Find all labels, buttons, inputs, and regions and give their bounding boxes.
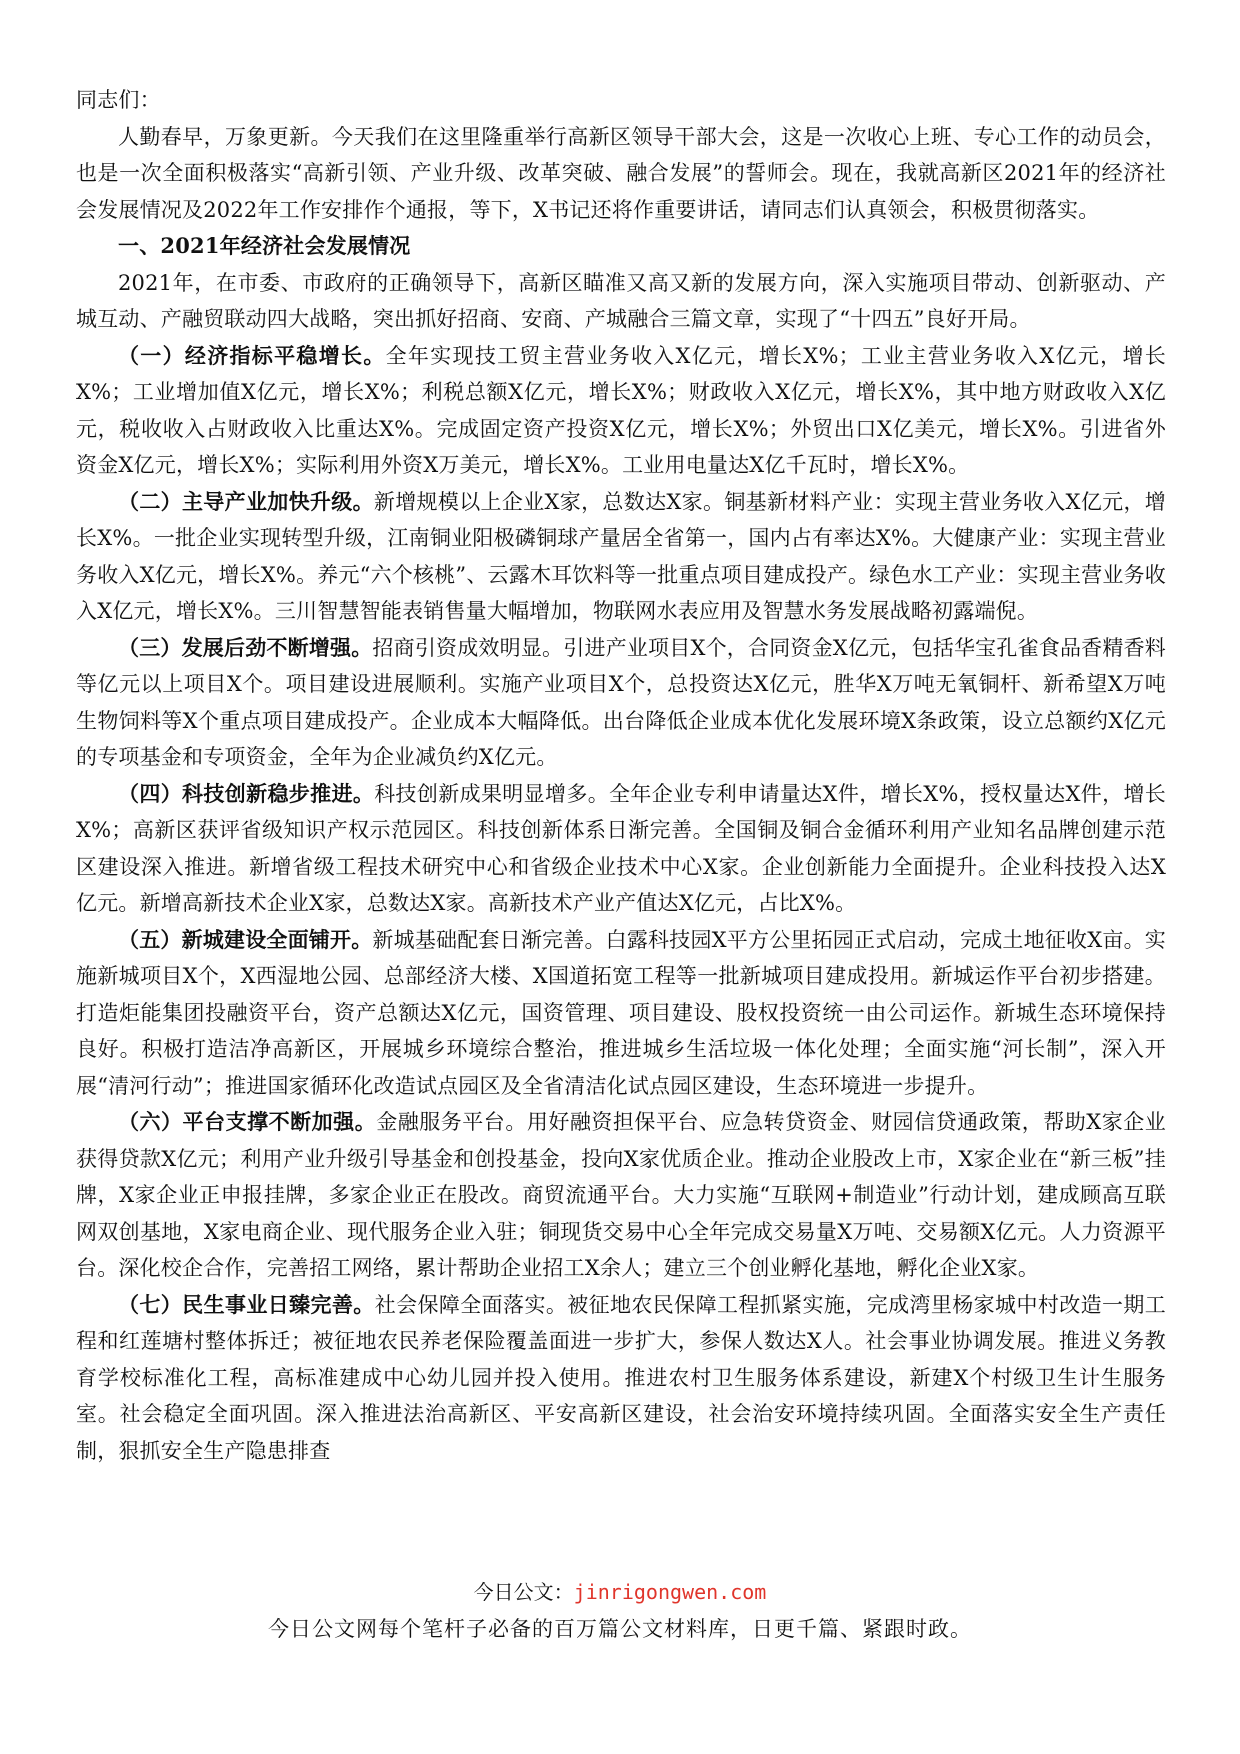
item-text: 金融服务平台。用好融资担保平台、应急转贷资金、财园信贷通政策，帮助X家企业获得贷款X亿元；利用产业升级引导基金和创投基金，投向X家优质企业。推动企业股改上市，X家企业在“新三板”挂牌，X家企业正申报挂牌，多家企业正在股改。商贸流通平台。大力实施“互联网+制造业”行动计划，建成顾高互联网双创基地，X家电商企业、现代服务企业入驻；铜现货交易中心全年完成交易量X万吨、交易额X亿元。人力资源平台。深化校企合作，完善招工网络，累计帮助企业招工X余人；建立三个创业孵化基地，孵化企业X家。 [76,1110,1166,1280]
item-text: 全年实现技工贸主营业务收入X亿元，增长X%；工业主营业务收入X亿元，增长X%；工业增加值X亿元，增长X%；利税总额X亿元，增长X%；财政收入X亿元，增长X%，其中地方财政收入X亿元，税收收入占财政收入比重达X%。完成固定资产投资X亿元，增长X%；外贸出口X亿美元，增长X%。引进省外资金X亿元，增长X%；实际利用外资X万美元，增长X%。工业用电量达X亿千瓦时，增长X%。 [76,343,1166,477]
footer-brand-label: 今日公文： [473,1580,574,1604]
salutation: 同志们： [76,88,161,112]
item-text: 招商引资成效明显。引进产业项目X个，合同资金X亿元，包括华宝孔雀食品香精香料等亿元以上项目X个。项目建设进展顺利。实施产业项目X个，总投资达X亿元，胜华X万吨无氧铜杆、新希望X万吨生物饲料等X个重点项目建成投产。企业成本大幅降低。出台降低企业成本优化发展环境X条政策，设立总额约X亿元的专项基金和专项资金，全年为企业减负约X亿元。 [76,635,1166,769]
item-lead: （四）科技创新稳步推进。 [118,780,375,806]
item-text: 新城基础配套日渐完善。白露科技园X平方公里拓园正式启动，完成土地征收X亩。实施新城项目X个，X西湿地公园、总部经济大楼、X国道拓宽工程等一批新城项目建成投用。新城运作平台初步搭建。打造炬能集团投融资平台，资产总额达X亿元，国资管理、项目建设、股权投资统一由公司运作。新城生态环境保持良好。积极打造洁净高新区，开展城乡环境综合整治，推进城乡生活垃圾一体化处理；全面实施“河长制”，深入开展“清河行动”；推进国家循环化改造试点园区及全省清洁化试点园区建设，生态环境进一步提升。 [76,927,1166,1098]
footer-watermark [0,1578,1240,1644]
item-lead: （五）新城建设全面铺开。 [118,926,373,952]
item-text: 社会保障全面落实。被征地农民保障工程抓紧实施，完成湾里杨家城中村改造一期工程和红莲塘村整体拆迁；被征地农民养老保险覆盖面进一步扩大，参保人数达X人。社会事业协调发展。推进义务教育学校标准化工程，高标准建成中心幼儿园并投入使用。推进农村卫生服务体系建设，新建X个村级卫生计生服务室。社会稳定全面巩固。深入推进法治高新区、平安高新区建设，社会治安环境持续巩固。全面落实安全生产责任制，狠抓安全生产隐患排查 [76,1292,1166,1463]
item-paragraph-2 [76,484,1166,630]
item-paragraph-4 [76,776,1166,922]
intro-paragraph: 人勤春早，万象更新。今天我们在这里隆重举行高新区领导干部大会，这是一次收心上班、专心工作的动员会，也是一次全面积极落实“高新引领、产业升级、改革突破、融合发展”的誓师会。现在，我就高新区2021年的经济社会发展情况及2022年工作安排作个通报，等下，X书记还将作重要讲话，请同志们认真领会，积极贯彻落实。 [76,124,1166,222]
item-paragraph-7 [76,1287,1166,1470]
item-text: 科技创新成果明显增多。全年企业专利申请量达X件，增长X%，授权量达X件，增长X%；高新区获评省级知识产权示范园区。科技创新体系日渐完善。全国铜及铜合金循环利用产业知名品牌创建示范区建设深入推进。新增省级工程技术研究中心和省级企业技术中心X家。企业创新能力全面提升。企业科技投入达X亿元。新增高新技术企业X家，总数达X家。高新技术产业产值达X亿元，占比X%。 [76,781,1166,915]
item-lead: （三）发展后劲不断增强。 [118,634,373,660]
item-lead: （六）平台支撑不断加强。 [118,1109,377,1134]
item-lead: （二）主导产业加快升级。 [118,488,374,514]
item-paragraph-5 [76,922,1166,1105]
footer-site-link[interactable]: jinrigongwen.com [573,1580,767,1604]
section-overview: 2021年，在市委、市政府的正确领导下，高新区瞄准又高又新的发展方向，深入实施项目带动、创新驱动、产城互动、产融贸联动四大战略，突出抓好招商、安商、产城融合三篇文章，实现了“十四五”良好开局。 [76,270,1166,331]
section-heading: 一、2021年经济社会发展情况 [118,233,411,258]
item-paragraph-3 [76,630,1166,776]
footer-brand-line [0,1578,1240,1606]
item-lead: （七）民生事业日臻完善。 [118,1291,375,1317]
document-body [76,82,1166,1469]
item-paragraph-1 [76,338,1166,484]
footer-slogan: 今日公文网每个笔杆子必备的百万篇公文材料库，日更千篇、紧跟时政。 [268,1617,972,1641]
item-paragraph-6 [76,1104,1166,1287]
item-lead: （一）经济指标平稳增长。 [118,342,386,368]
item-text: 新增规模以上企业X家，总数达X家。铜基新材料产业：实现主营业务收入X亿元，增长X%。一批企业实现转型升级，江南铜业阳极磷铜球产量居全省第一，国内占有率达X%。大健康产业：实现主营业务收入X亿元，增长X%。养元“六个核桃”、云露木耳饮料等一批重点项目建成投产。绿色水工产业：实现主营业务收入X亿元，增长X%。三川智慧智能表销售量大幅增加，物联网水表应用及智慧水务发展战略初露端倪。 [76,489,1166,623]
